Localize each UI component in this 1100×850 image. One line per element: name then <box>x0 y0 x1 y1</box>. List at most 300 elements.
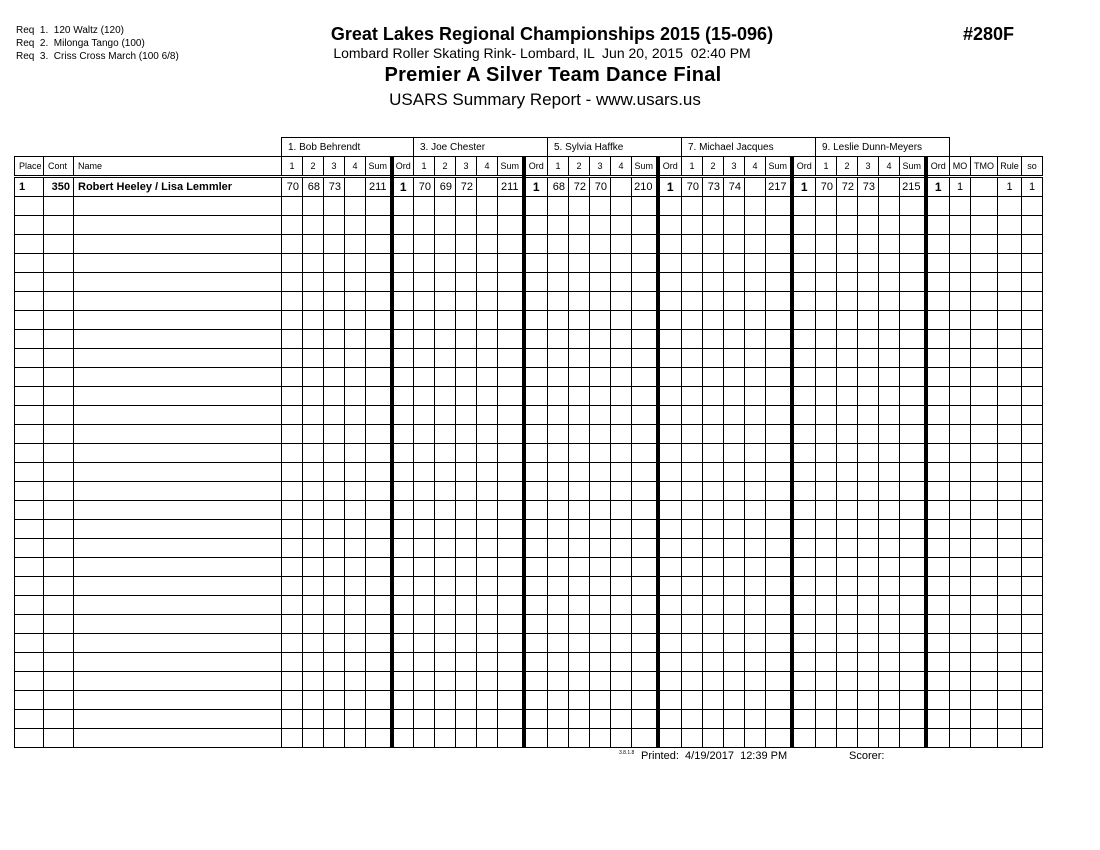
empty-cell <box>998 216 1022 235</box>
empty-cell <box>392 501 414 520</box>
empty-cell <box>900 634 926 653</box>
empty-cell <box>950 197 971 216</box>
empty-cell <box>456 406 477 425</box>
empty-cell <box>435 406 456 425</box>
empty-cell <box>766 596 792 615</box>
judge-3-s4-cell <box>745 177 766 197</box>
empty-cell <box>658 216 682 235</box>
empty-cell <box>658 235 682 254</box>
empty-table-row <box>15 672 1043 691</box>
empty-cell <box>569 406 590 425</box>
empty-cell <box>15 235 44 254</box>
empty-cell <box>345 216 366 235</box>
empty-cell <box>766 691 792 710</box>
empty-cell <box>658 482 682 501</box>
empty-cell <box>971 273 998 292</box>
empty-cell <box>837 539 858 558</box>
judge-1-col-2: 3 <box>456 157 477 177</box>
empty-cell <box>414 558 435 577</box>
empty-cell <box>435 425 456 444</box>
empty-cell <box>548 558 569 577</box>
empty-cell <box>548 254 569 273</box>
empty-cell <box>590 596 611 615</box>
col-tail-1: TMO <box>971 157 998 177</box>
judge-1-sum-cell: 211 <box>498 177 524 197</box>
empty-cell <box>632 520 658 539</box>
judge-1-s3-cell: 72 <box>456 177 477 197</box>
empty-cell <box>15 197 44 216</box>
judge-4-s1-cell: 70 <box>816 177 837 197</box>
empty-cell <box>766 672 792 691</box>
empty-cell <box>366 197 392 216</box>
empty-cell <box>816 634 837 653</box>
empty-cell <box>632 406 658 425</box>
empty-cell <box>44 368 74 387</box>
empty-cell <box>303 539 324 558</box>
empty-cell <box>879 216 900 235</box>
empty-cell <box>724 368 745 387</box>
empty-cell <box>971 482 998 501</box>
empty-cell <box>435 387 456 406</box>
empty-cell <box>345 691 366 710</box>
empty-cell <box>477 672 498 691</box>
empty-cell <box>456 672 477 691</box>
empty-cell <box>498 615 524 634</box>
empty-cell <box>590 197 611 216</box>
empty-cell <box>724 292 745 311</box>
empty-cell <box>392 615 414 634</box>
empty-cell <box>1022 501 1043 520</box>
empty-cell <box>303 501 324 520</box>
empty-cell <box>724 539 745 558</box>
empty-cell <box>703 520 724 539</box>
empty-cell <box>303 596 324 615</box>
empty-cell <box>548 197 569 216</box>
empty-cell <box>926 729 950 748</box>
empty-cell <box>658 520 682 539</box>
judge-4-s4-cell <box>879 177 900 197</box>
empty-cell <box>682 634 703 653</box>
empty-cell <box>926 273 950 292</box>
empty-cell <box>792 577 816 596</box>
empty-cell <box>524 729 548 748</box>
empty-cell <box>477 254 498 273</box>
empty-cell <box>611 311 632 330</box>
empty-cell <box>998 710 1022 729</box>
empty-cell <box>632 235 658 254</box>
empty-cell <box>324 311 345 330</box>
tmo-cell <box>971 177 998 197</box>
empty-cell <box>282 197 303 216</box>
empty-cell <box>950 273 971 292</box>
empty-cell <box>858 691 879 710</box>
empty-cell <box>435 463 456 482</box>
empty-cell <box>324 425 345 444</box>
empty-cell <box>900 691 926 710</box>
empty-cell <box>900 577 926 596</box>
empty-cell <box>745 463 766 482</box>
empty-cell <box>611 558 632 577</box>
empty-cell <box>724 634 745 653</box>
empty-cell <box>524 710 548 729</box>
empty-cell <box>998 672 1022 691</box>
empty-cell <box>792 330 816 349</box>
empty-cell <box>858 406 879 425</box>
empty-cell <box>74 311 282 330</box>
empty-cell <box>498 349 524 368</box>
empty-cell <box>658 311 682 330</box>
empty-cell <box>745 539 766 558</box>
empty-cell <box>658 444 682 463</box>
empty-cell <box>345 311 366 330</box>
empty-cell <box>879 330 900 349</box>
empty-cell <box>569 729 590 748</box>
empty-cell <box>303 197 324 216</box>
judge-1-col-0: 1 <box>414 157 435 177</box>
empty-cell <box>345 653 366 672</box>
empty-cell <box>414 615 435 634</box>
empty-cell <box>745 311 766 330</box>
empty-cell <box>792 501 816 520</box>
empty-cell <box>926 292 950 311</box>
empty-cell <box>1022 368 1043 387</box>
empty-cell <box>590 634 611 653</box>
empty-cell <box>900 406 926 425</box>
empty-cell <box>724 558 745 577</box>
empty-cell <box>435 596 456 615</box>
empty-cell <box>816 615 837 634</box>
empty-cell <box>950 482 971 501</box>
empty-cell <box>392 292 414 311</box>
empty-cell <box>950 463 971 482</box>
empty-cell <box>792 349 816 368</box>
empty-cell <box>1022 273 1043 292</box>
empty-cell <box>745 425 766 444</box>
empty-cell <box>998 254 1022 273</box>
empty-table-row <box>15 349 1043 368</box>
empty-cell <box>1022 292 1043 311</box>
empty-cell <box>44 577 74 596</box>
empty-cell <box>524 330 548 349</box>
empty-cell <box>1022 216 1043 235</box>
empty-cell <box>435 520 456 539</box>
empty-cell <box>392 425 414 444</box>
empty-cell <box>792 387 816 406</box>
empty-cell <box>345 501 366 520</box>
empty-cell <box>971 197 998 216</box>
judge-3-col-5: Ord <box>792 157 816 177</box>
empty-cell <box>658 425 682 444</box>
empty-cell <box>590 368 611 387</box>
empty-cell <box>548 520 569 539</box>
empty-cell <box>366 501 392 520</box>
empty-table-row <box>15 406 1043 425</box>
empty-cell <box>703 634 724 653</box>
empty-cell <box>658 634 682 653</box>
empty-cell <box>745 330 766 349</box>
empty-cell <box>569 235 590 254</box>
empty-cell <box>792 520 816 539</box>
empty-cell <box>816 292 837 311</box>
empty-cell <box>879 634 900 653</box>
empty-cell <box>74 596 282 615</box>
empty-cell <box>74 729 282 748</box>
empty-cell <box>15 216 44 235</box>
empty-cell <box>900 387 926 406</box>
empty-cell <box>658 273 682 292</box>
rule-cell: 1 <box>998 177 1022 197</box>
empty-cell <box>1022 425 1043 444</box>
empty-cell <box>548 482 569 501</box>
empty-cell <box>548 387 569 406</box>
empty-cell <box>569 292 590 311</box>
judge-2-col-4: Sum <box>632 157 658 177</box>
empty-cell <box>44 349 74 368</box>
empty-cell <box>345 710 366 729</box>
empty-cell <box>792 444 816 463</box>
empty-cell <box>477 235 498 254</box>
empty-cell <box>1022 444 1043 463</box>
empty-cell <box>414 330 435 349</box>
empty-cell <box>971 425 998 444</box>
empty-cell <box>524 691 548 710</box>
empty-cell <box>792 368 816 387</box>
empty-cell <box>456 444 477 463</box>
empty-cell <box>456 254 477 273</box>
empty-cell <box>682 235 703 254</box>
empty-cell <box>345 634 366 653</box>
empty-cell <box>392 596 414 615</box>
empty-cell <box>632 368 658 387</box>
judge-2-col-2: 3 <box>590 157 611 177</box>
empty-cell <box>926 216 950 235</box>
empty-cell <box>971 349 998 368</box>
empty-cell <box>724 197 745 216</box>
empty-cell <box>435 254 456 273</box>
empty-cell <box>1022 672 1043 691</box>
empty-cell <box>590 330 611 349</box>
empty-cell <box>569 273 590 292</box>
empty-cell <box>926 482 950 501</box>
empty-cell <box>792 558 816 577</box>
empty-cell <box>998 387 1022 406</box>
empty-cell <box>345 368 366 387</box>
empty-cell <box>950 444 971 463</box>
empty-cell <box>15 311 44 330</box>
empty-cell <box>816 235 837 254</box>
empty-cell <box>632 653 658 672</box>
empty-cell <box>456 501 477 520</box>
empty-cell <box>548 273 569 292</box>
empty-cell <box>414 520 435 539</box>
empty-cell <box>998 558 1022 577</box>
empty-cell <box>569 311 590 330</box>
empty-cell <box>414 482 435 501</box>
empty-cell <box>724 653 745 672</box>
empty-cell <box>926 691 950 710</box>
empty-cell <box>998 615 1022 634</box>
empty-cell <box>477 710 498 729</box>
empty-cell <box>926 330 950 349</box>
empty-cell <box>44 672 74 691</box>
judge-1-s1-cell: 70 <box>414 177 435 197</box>
empty-cell <box>74 254 282 273</box>
empty-cell <box>456 577 477 596</box>
so-cell: 1 <box>1022 177 1043 197</box>
empty-cell <box>345 349 366 368</box>
empty-cell <box>950 425 971 444</box>
empty-cell <box>392 710 414 729</box>
judge-0-s4-cell <box>345 177 366 197</box>
empty-cell <box>998 501 1022 520</box>
empty-cell <box>414 235 435 254</box>
empty-cell <box>950 387 971 406</box>
empty-cell <box>324 349 345 368</box>
empty-cell <box>392 463 414 482</box>
empty-cell <box>366 425 392 444</box>
empty-cell <box>766 406 792 425</box>
empty-cell <box>414 387 435 406</box>
empty-cell <box>345 615 366 634</box>
judge-0-sum-cell: 211 <box>366 177 392 197</box>
empty-cell <box>858 292 879 311</box>
empty-cell <box>524 558 548 577</box>
empty-cell <box>282 463 303 482</box>
empty-cell <box>414 710 435 729</box>
empty-cell <box>414 539 435 558</box>
empty-cell <box>926 406 950 425</box>
judge-0-s3-cell: 73 <box>324 177 345 197</box>
empty-cell <box>498 425 524 444</box>
empty-cell <box>74 615 282 634</box>
empty-cell <box>682 463 703 482</box>
empty-cell <box>998 444 1022 463</box>
empty-cell <box>366 482 392 501</box>
empty-cell <box>366 634 392 653</box>
empty-cell <box>858 596 879 615</box>
empty-cell <box>998 653 1022 672</box>
empty-cell <box>498 273 524 292</box>
empty-cell <box>632 444 658 463</box>
empty-cell <box>858 368 879 387</box>
empty-cell <box>682 330 703 349</box>
empty-cell <box>324 292 345 311</box>
empty-cell <box>366 463 392 482</box>
judge-1-name: 1. Bob Behrendt <box>282 138 414 157</box>
empty-cell <box>724 311 745 330</box>
empty-cell <box>792 216 816 235</box>
empty-cell <box>837 520 858 539</box>
empty-cell <box>1022 406 1043 425</box>
empty-cell <box>569 368 590 387</box>
empty-cell <box>74 387 282 406</box>
empty-cell <box>837 615 858 634</box>
empty-cell <box>745 520 766 539</box>
empty-cell <box>926 539 950 558</box>
software-version: 3.8.1.8 <box>619 750 635 756</box>
empty-cell <box>44 406 74 425</box>
empty-cell <box>414 273 435 292</box>
empty-cell <box>345 406 366 425</box>
empty-cell <box>456 539 477 558</box>
empty-cell <box>658 558 682 577</box>
empty-cell <box>498 710 524 729</box>
empty-cell <box>324 330 345 349</box>
empty-cell <box>724 710 745 729</box>
empty-cell <box>1022 653 1043 672</box>
empty-cell <box>15 558 44 577</box>
empty-table-row <box>15 463 1043 482</box>
empty-cell <box>548 425 569 444</box>
empty-cell <box>926 577 950 596</box>
empty-cell <box>366 615 392 634</box>
empty-cell <box>456 596 477 615</box>
empty-cell <box>456 634 477 653</box>
empty-cell <box>745 672 766 691</box>
empty-cell <box>766 197 792 216</box>
empty-cell <box>858 729 879 748</box>
empty-cell <box>900 539 926 558</box>
empty-cell <box>392 482 414 501</box>
judge-2-s3-cell: 70 <box>590 177 611 197</box>
empty-cell <box>74 710 282 729</box>
empty-table-row <box>15 330 1043 349</box>
empty-cell <box>724 691 745 710</box>
empty-cell <box>590 444 611 463</box>
empty-cell <box>837 710 858 729</box>
empty-cell <box>950 653 971 672</box>
empty-cell <box>524 254 548 273</box>
empty-cell <box>456 520 477 539</box>
empty-cell <box>837 729 858 748</box>
empty-cell <box>703 216 724 235</box>
empty-cell <box>900 710 926 729</box>
empty-cell <box>590 254 611 273</box>
empty-cell <box>345 273 366 292</box>
empty-cell <box>324 197 345 216</box>
empty-cell <box>345 672 366 691</box>
empty-cell <box>766 653 792 672</box>
empty-cell <box>879 729 900 748</box>
empty-cell <box>569 558 590 577</box>
empty-cell <box>611 577 632 596</box>
empty-cell <box>724 501 745 520</box>
empty-cell <box>414 577 435 596</box>
empty-cell <box>879 710 900 729</box>
empty-cell <box>792 425 816 444</box>
empty-cell <box>569 653 590 672</box>
empty-cell <box>498 558 524 577</box>
column-header-row <box>15 157 1043 177</box>
empty-cell <box>74 634 282 653</box>
judge-4-col-4: Sum <box>900 157 926 177</box>
empty-cell <box>366 691 392 710</box>
judge-1-s2-cell: 69 <box>435 177 456 197</box>
empty-cell <box>1022 311 1043 330</box>
empty-cell <box>632 463 658 482</box>
empty-cell <box>74 273 282 292</box>
empty-cell <box>858 349 879 368</box>
empty-cell <box>324 596 345 615</box>
empty-cell <box>632 273 658 292</box>
empty-cell <box>282 216 303 235</box>
empty-cell <box>366 216 392 235</box>
empty-cell <box>456 330 477 349</box>
judge-3-ord-cell: 1 <box>792 177 816 197</box>
empty-cell <box>950 292 971 311</box>
empty-cell <box>792 634 816 653</box>
empty-cell <box>611 387 632 406</box>
